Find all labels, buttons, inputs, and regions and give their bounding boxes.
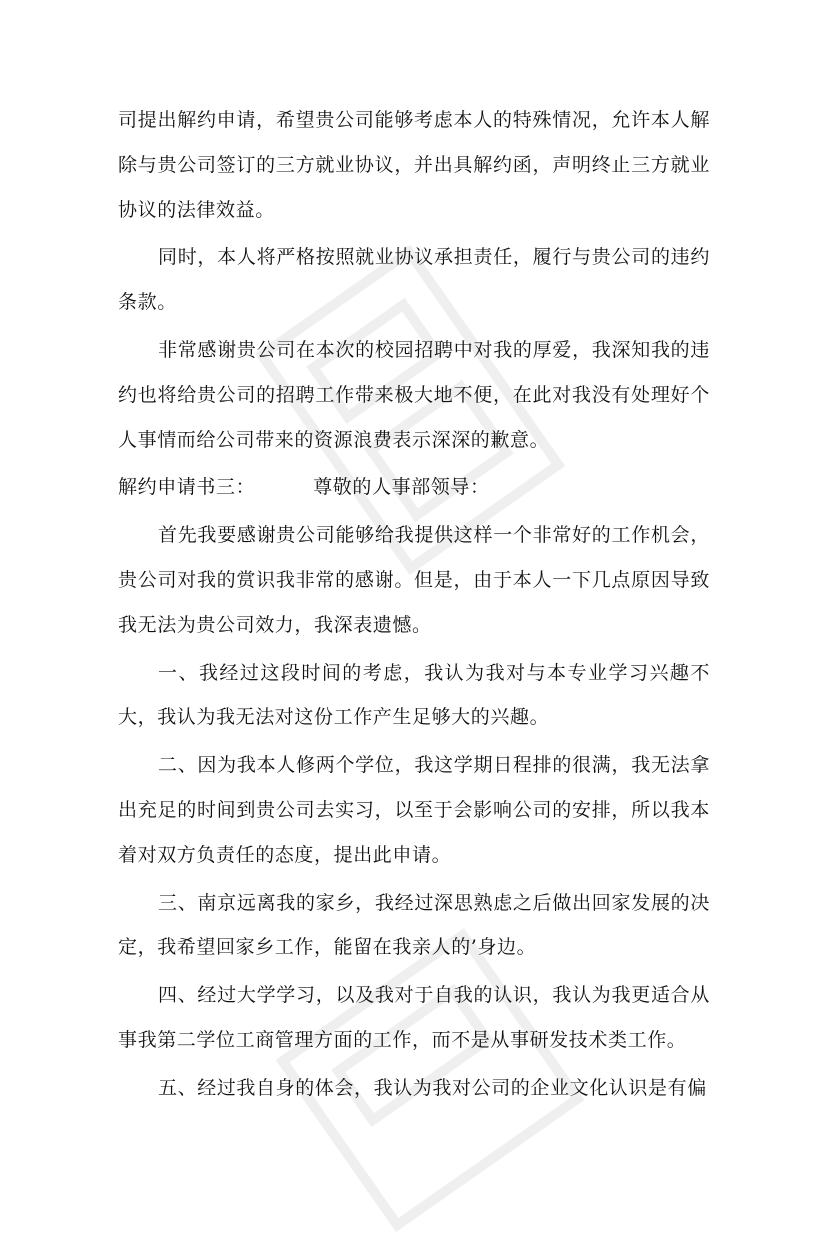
section-title: 解约申请书三： — [118, 476, 256, 499]
list-item: 五、经过我自身的体会，我认为我对公司的企业文化认识是有偏 — [158, 1076, 707, 1099]
list-item: 二、因为我本人修两个学位，我这学期日程排的很满，我无法拿出充足的时间到贵公司去实习，以至于会影响公司的安排，所以我本着对双方负责任的态度，提出此申请。 — [118, 754, 710, 866]
list-item: 三、南京远离我的家乡，我经过深思熟虑之后做出回家发展的决定，我希望回家乡工作，能留在我亲人的’身边。 — [118, 891, 710, 959]
document-page — [118, 98, 710, 1114]
list-item: 四、经过大学学习，以及我对于自我的认识，我认为我更适合从事我第二学位工商管理方面的工作，而不是从事研发技术类工作。 — [118, 984, 710, 1051]
paragraph: 首先我要感谢贵公司能够给我提供这样一个非常好的工作机会，贵公司对我的赏识我非常的感谢。但是，由于本人一下几点原因导致我无法为贵公司效力，我深表遗憾。 — [118, 524, 710, 636]
paragraph: 司提出解约申请，希望贵公司能够考虑本人的特殊情况，允许本人解除与贵公司签订的三方就业协议，并出具解约函，声明终止三方就业协议的法律效益。 — [118, 109, 710, 221]
paragraph: 非常感谢贵公司在本次的校园招聘中对我的厚爱，我深知我的违约也将给贵公司的招聘工作带来极大地不便，在此对我没有处理好个人事情而给公司带来的资源浪费表示深深的歉意。 — [118, 338, 710, 451]
list-item: 一、我经过这段时间的考虑，我认为我对与本专业学习兴趣不大，我认为我无法对这份工作产生足够大的兴趣。 — [118, 661, 710, 729]
salutation: 尊敬的人事部领导： — [313, 476, 490, 499]
section-heading — [118, 465, 710, 510]
paragraph: 同时，本人将严格按照就业协议承担责任，履行与贵公司的违约条款。 — [118, 246, 710, 314]
